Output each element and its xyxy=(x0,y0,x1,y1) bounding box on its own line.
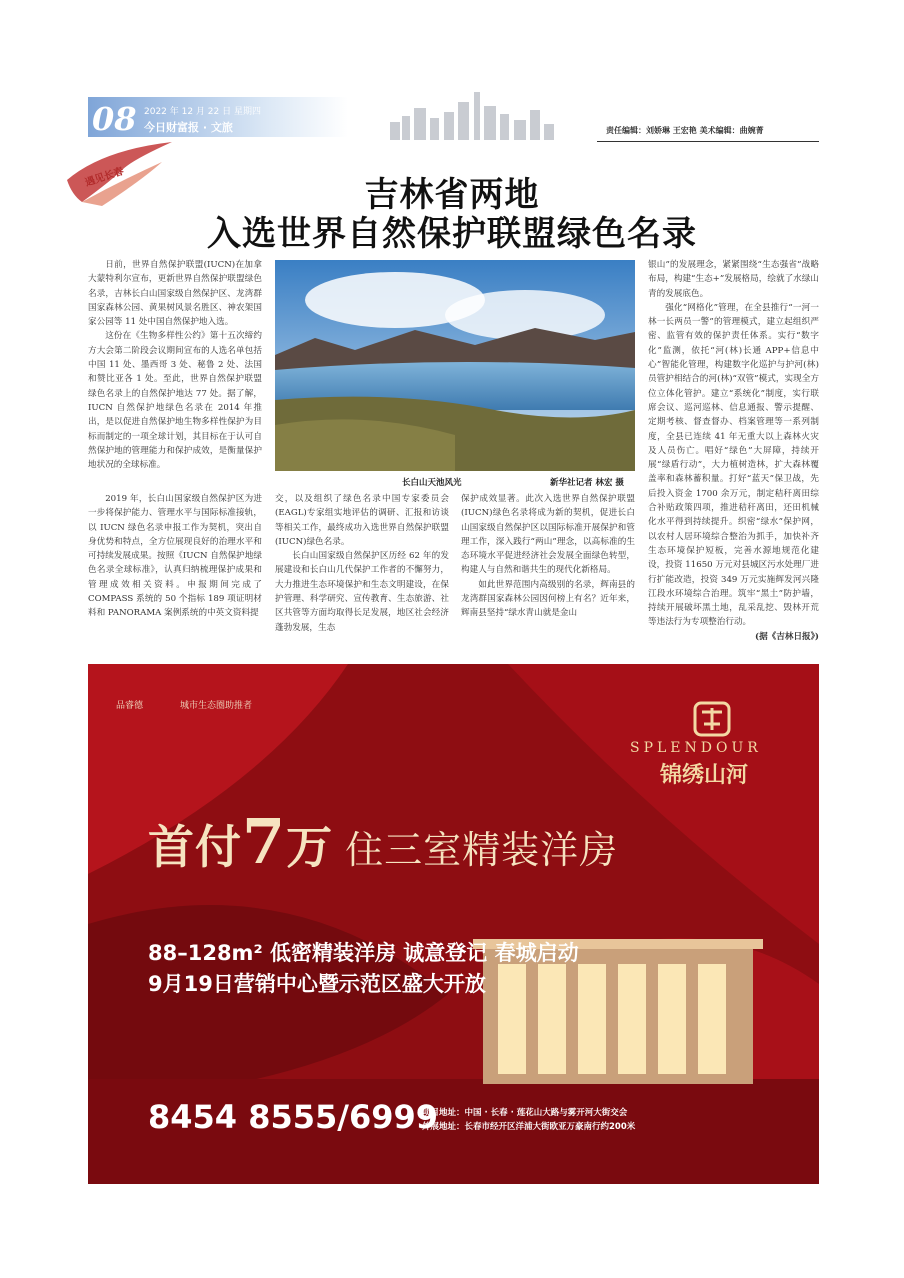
ad-product-line: 88–128m² 低密精装洋房 诚意登记 春城启动 xyxy=(148,941,579,965)
paragraph: 这份在《生物多样性公约》第十五次缔约方大会第二阶段会议期间宣布的人选名单包括中国 11 处、墨西哥 3 处、秘鲁 2 处、法国和赞比亚各 1 处。至此，世界自然保护联盟绿色名录上的自然保护地达 77 处。据了解，IUCN 自然保护地绿色名录在 2014 年推出，是以促进自然保护地生物多样性保护为目标而制定的一项全球计划，其目标在于认可自然保护地的管理能力和保护成效，是衡量保护地状况的全球标准。 xyxy=(88,331,262,471)
paragraph: 日前，世界自然保护联盟(IUCN)在加拿大蒙特利尔宣布，更新世界自然保护联盟绿色名录，吉林长白山国家级自然保护区、龙湾群国家森林公园、黄果树风景名胜区、神农架国家公园等 11 处中国自然保护地入选。 xyxy=(88,260,262,328)
article-source: (据《吉林日报》) xyxy=(755,631,819,642)
paragraph: 长白山国家级自然保护区历经 62 年的发展建设和长白山几代保护工作者的不懈努力，大力推进生态环境保护和生态文明建设，在保护管理、科学研究、宣传教育、生态旅游、社区共管等方面均取得长足发展，地区社会经济蓬勃发展，生态 xyxy=(275,551,449,633)
headline-number: 7 xyxy=(242,805,287,878)
article-column-1-bottom xyxy=(88,492,262,621)
brand-emblem-icon xyxy=(692,700,732,738)
headline-prefix: 首付 xyxy=(148,820,242,874)
paragraph: 银山”的发展理念，紧紧围绕“生态强省”战略布局，构建“生态+”发展格局，绘就了水绿山青的发展底色。 xyxy=(648,260,819,299)
tianchi-photo xyxy=(275,260,635,471)
page-number: 08 xyxy=(92,100,137,138)
paragraph: 交，以及组织了绿色名录中国专家委员会(EAGL)专家组实地评估的调研、汇报和访谈等相关工作，最终成功入选世界自然保护联盟(IUCN)绿色名录。 xyxy=(275,494,449,547)
photo-credit: 新华社记者 林宏 摄 xyxy=(550,478,624,488)
paragraph: 保护成效显著。此次入选世界自然保护联盟(IUCN)绿色名录将成为新的契机，促进长白山国家级自然保护区以国际标准开展保护和管理工作，深入践行“两山”理念，以高标准的生态环境水平促进经济社会发展全面绿色转型，构建人与自然和谐共生的现代化新格局。 xyxy=(461,494,635,576)
ad-addresses xyxy=(422,1106,635,1134)
article-column-1 xyxy=(88,258,262,472)
ad-tagline: 城市生态圈助推者 xyxy=(180,701,253,711)
ad-opening-line: 9月19日营销中心暨示范区盛大开放 xyxy=(148,972,486,996)
article-column-4 xyxy=(648,258,819,644)
brand-name-en: SPLENDOUR xyxy=(630,740,762,756)
paragraph: 2019 年，长白山国家级自然保护区为进一步将保护能力、管理水平与国际标准接轨，以 IUCN 绿色名录申报工作为契机，突出自身优势和特点，全方位展现良好的治理水平和可持续发展成果。按照《IUCN 自然保护地绿色名录全球标准》，认真归纳梳理保护成果和管理成效相关资料。申报期间完成了 COMPASS 系统的 50 个指标 189 项证明材料和 PANORAMA 案例系统的中英文资料提 xyxy=(88,494,262,619)
issue-date: 2022 年 12 月 22 日 星期四 xyxy=(144,107,261,117)
project-address: 项目地址：中国 · 长春 · 莲花山大路与雾开河大街交会 xyxy=(422,1108,628,1118)
ad-phone[interactable]: 8454 8555/6999 xyxy=(148,1098,439,1136)
paper-name: 今日财富报 · 文旅 xyxy=(144,121,233,134)
article-column-3 xyxy=(461,492,635,621)
editors-line: 责任编辑：刘娇琳 王宏艳 美术编辑：曲婉菁 xyxy=(606,126,764,135)
paragraph: 如此世界范围内高级别的名录，辉南县的龙湾群国家森林公园因何榜上有名？近年来，辉南县坚持“绿水青山就是金山 xyxy=(461,579,635,619)
skyline-icon xyxy=(388,88,558,140)
showroom-address: 外展地址：长春市经开区洋浦大街欧亚万豪南行约200米 xyxy=(422,1122,636,1132)
ad-headline xyxy=(148,805,618,878)
brand-name-cn: 锦绣山河 xyxy=(660,762,749,788)
section-label: 遇见长春 xyxy=(83,165,126,189)
header-rule xyxy=(597,141,819,142)
headline-rest: 住三室精装洋房 xyxy=(345,828,619,872)
article-title-line1: 吉林省两地 xyxy=(364,175,540,215)
headline-unit: 万 xyxy=(286,820,334,874)
paragraph: 强化“网格化”管理，在全县推行“一河一林一长两员一警”的管理模式，建立起组织严密、监管有效的保护责任体系。实行“数字化”监测，依托“河(林)长通 APP+信息中心”智能化管理，构建数字化巡护与护河(林)员管护相结合的河(林)“双管”模式，实现全方位立体化管护。建立“系统化”制度，实行联席会议、巡河巡林、信息通报、警示提醒、定期考核、督查督办、档案管理等一系列制度，全县已连续 41 年无重大以上森林火灾及人员伤亡。唱好“绿色”大屏障，持续开展“绿盾行动”，大力植树造林，扩大森林覆盖率和森林蓄积量。打好“蓝天”保卫战，先后投入资金 1700 余万元，制定秸秆离田综合补贴政策四项，推进秸秆离田，还田机械化水平得到持续提升。织密“绿水”保护网，以农村人居环境综合整治为抓手，加快补齐生态环境保护短板，完善水源地规范化建设，投资 11650 万元对县城区污水处理厂进行扩能改造，投资 349 万元实施辉发河兴隆江段水环境综合治理。筑牢“黑土”防护墙，持续开展破坏黑土地，乱采乱挖、毁林开荒等违法行为专项整治行动。 xyxy=(648,302,819,628)
article-column-2 xyxy=(275,492,449,635)
photo-caption: 长白山天池风光 xyxy=(402,478,462,488)
developer-logo: 品睿德 xyxy=(116,701,144,711)
article-title-line2: 入选世界自然保护联盟绿色名录 xyxy=(207,214,697,254)
